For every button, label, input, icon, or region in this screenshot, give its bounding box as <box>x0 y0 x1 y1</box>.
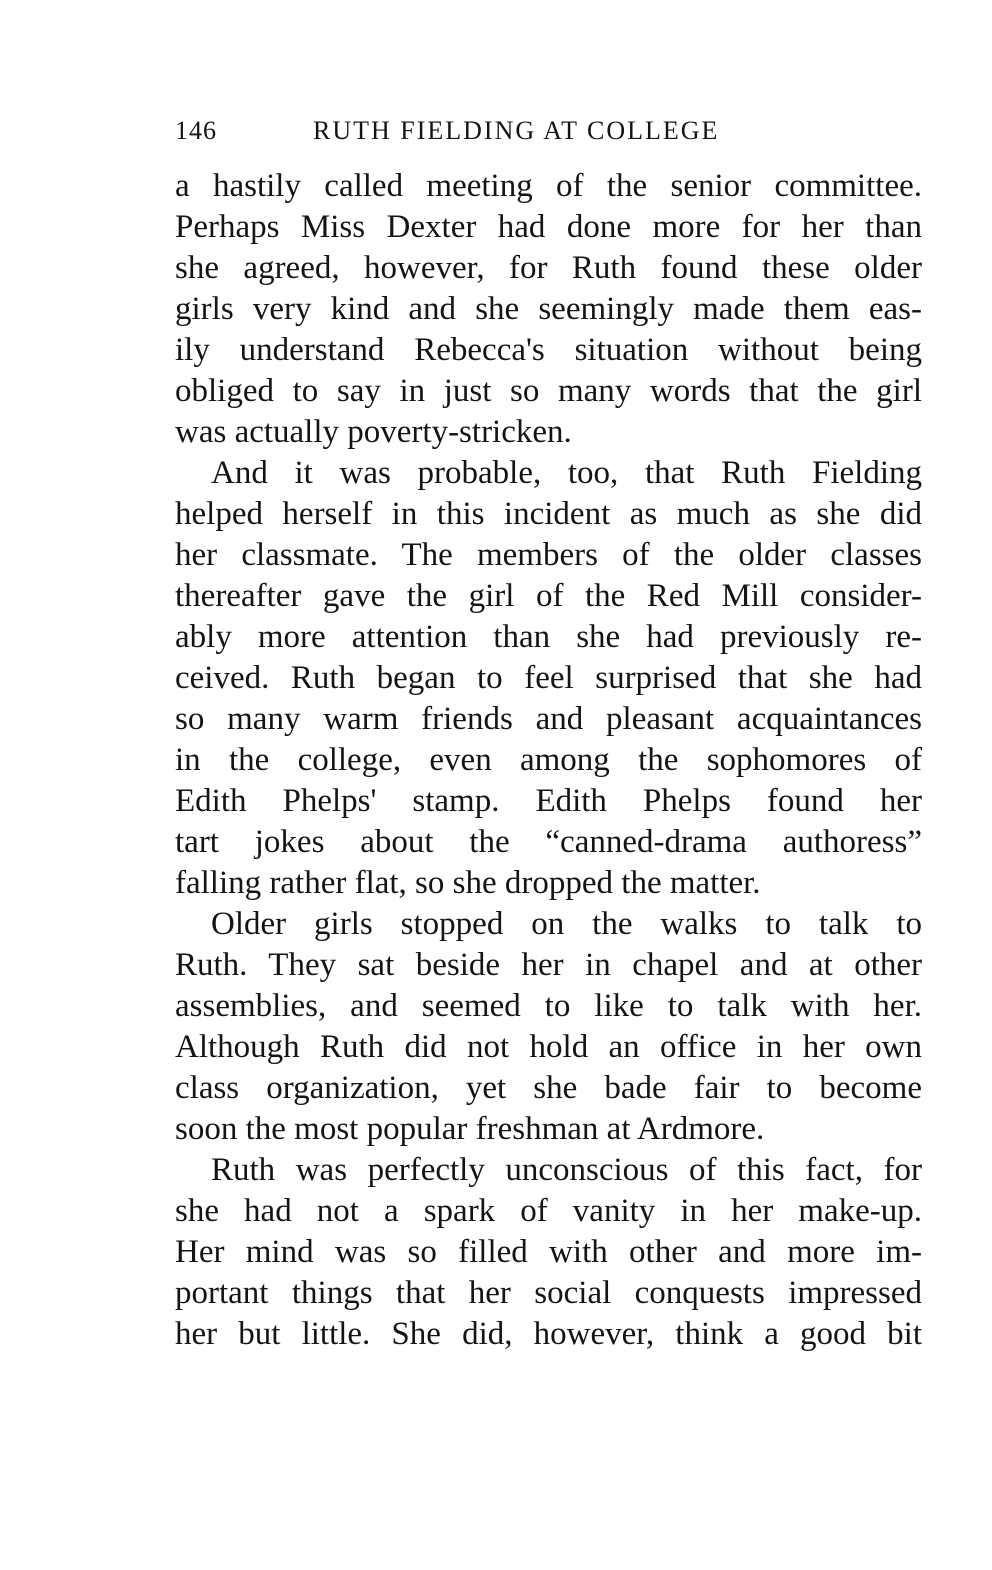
running-head <box>175 116 922 156</box>
text-line: ceived. Ruth began to feel surprised that she had <box>175 660 922 696</box>
text-line: falling rather flat, so she dropped the matter. <box>175 865 761 901</box>
text-line: a hastily called meeting of the senior committee. <box>175 168 922 204</box>
text-line: Edith Phelps' stamp. Edith Phelps found her <box>175 783 922 819</box>
text-line: Although Ruth did not hold an office in her own <box>175 1029 922 1065</box>
text-line: Older girls stopped on the walks to talk to <box>211 906 922 942</box>
text-line: obliged to say in just so many words that the girl <box>175 373 922 409</box>
text-line: in the college, even among the sophomores of <box>175 742 922 778</box>
text-line: ably more attention than she had previously re- <box>175 619 922 655</box>
text-line: Ruth. They sat beside her in chapel and at other <box>175 947 922 983</box>
page-number: 146 <box>175 116 217 145</box>
text-line: was actually poverty-stricken. <box>175 414 572 450</box>
text-line: she had not a spark of vanity in her make-up. <box>175 1193 922 1229</box>
text-line: assemblies, and seemed to like to talk with her. <box>175 988 922 1024</box>
text-line: girls very kind and she seemingly made them eas- <box>175 291 922 327</box>
body-text <box>175 166 922 1355</box>
text-line: her but little. She did, however, think a good bit <box>175 1316 922 1352</box>
text-line: helped herself in this incident as much as she did <box>175 496 922 532</box>
text-line: so many warm friends and pleasant acquaintances <box>175 701 922 737</box>
text-line: portant things that her social conquests impressed <box>175 1275 922 1311</box>
text-line: Ruth was perfectly unconscious of this fact, for <box>211 1152 922 1188</box>
text-line: Perhaps Miss Dexter had done more for her than <box>175 209 922 245</box>
text-line: tart jokes about the “canned-drama authoress” <box>175 824 922 860</box>
text-line: class organization, yet she bade fair to become <box>175 1070 922 1106</box>
text-line: ily understand Rebecca's situation without being <box>175 332 922 368</box>
text-line: And it was probable, too, that Ruth Fielding <box>211 455 922 491</box>
text-line: her classmate. The members of the older classes <box>175 537 922 573</box>
text-line: Her mind was so filled with other and more im- <box>175 1234 922 1270</box>
book-page <box>175 116 922 1355</box>
text-line: thereafter gave the girl of the Red Mill consider- <box>175 578 922 614</box>
text-line: soon the most popular freshman at Ardmore. <box>175 1111 765 1147</box>
text-line: she agreed, however, for Ruth found these older <box>175 250 922 286</box>
running-title: RUTH FIELDING AT COLLEGE <box>313 116 720 145</box>
